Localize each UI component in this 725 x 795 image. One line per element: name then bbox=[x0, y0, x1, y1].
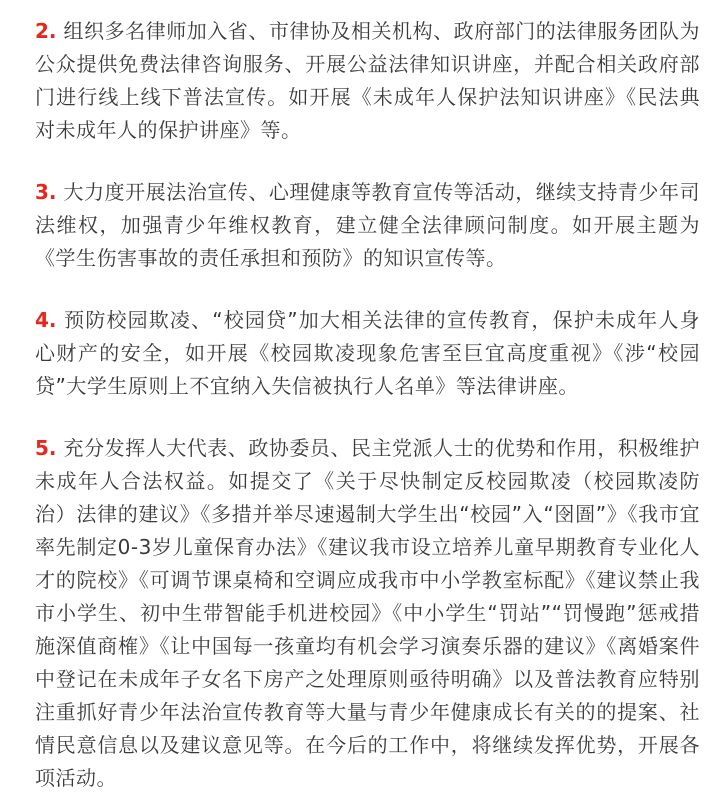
paragraph bbox=[35, 15, 700, 147]
paragraph bbox=[35, 304, 700, 403]
paragraph-number: 3. bbox=[35, 180, 57, 204]
paragraph-number: 5. bbox=[35, 436, 57, 460]
paragraph-text: 大力度开展法治宣传、心理健康等教育宣传等活动，继续支持青少年司法维权，加强青少年维权教育，建立健全法律顾问制度。如开展主题为《学生伤害事故的责任承担和预防》的知识宣传等。 bbox=[35, 180, 700, 270]
paragraph-text: 组织多名律师加入省、市律协及相关机构、政府部门的法律服务团队为公众提供免费法律咨询服务、开展公益法律知识讲座，并配合相关政府部门进行线上线下普法宣传。如开展《未成年人保护法知识讲座》《民法典对未成年人的保护讲座》等。 bbox=[35, 19, 700, 142]
paragraph-text: 充分发挥人大代表、政协委员、民主党派人士的优势和作用，积极维护未成年人合法权益。如提交了《关于尽快制定反校园欺凌（校园欺凌防治）法律的建议》《多措并举尽速遏制大学生出“校园”入“囹圄”》《我市宜率先制定0-3岁儿童保育办法》《建议我市设立培养儿童早期教育专业化人才的院校》《可调节课桌椅和空调应成我市中小学教室标配》《建议禁止我市小学生、初中生带智能手机进校园》《中小学生“罚站”“罚慢跑”惩戒措施深值商榷》《让中国每一孩童均有机会学习演奏乐器的建议》《离婚案件中登记在未成年子女名下房产之处理原则亟待明确》以及普法教育应特别注重抓好青少年法治宣传教育等大量与青少年健康成长有关的的提案、社情民意信息以及建议意见等。在今后的工作中，将继续发挥优势，开展各项活动。 bbox=[35, 436, 700, 790]
paragraph-text: 预防校园欺凌、“校园贷”加大相关法律的宣传教育，保护未成年人身心财产的安全，如开展《校园欺凌现象危害至巨宜高度重视》《涉“校园贷”大学生原则上不宜纳入失信被执行人名单》等法律讲座。 bbox=[35, 308, 700, 398]
paragraph bbox=[35, 432, 700, 795]
paragraph bbox=[35, 176, 700, 275]
paragraph-number: 2. bbox=[35, 19, 57, 43]
paragraph-number: 4. bbox=[35, 308, 57, 332]
